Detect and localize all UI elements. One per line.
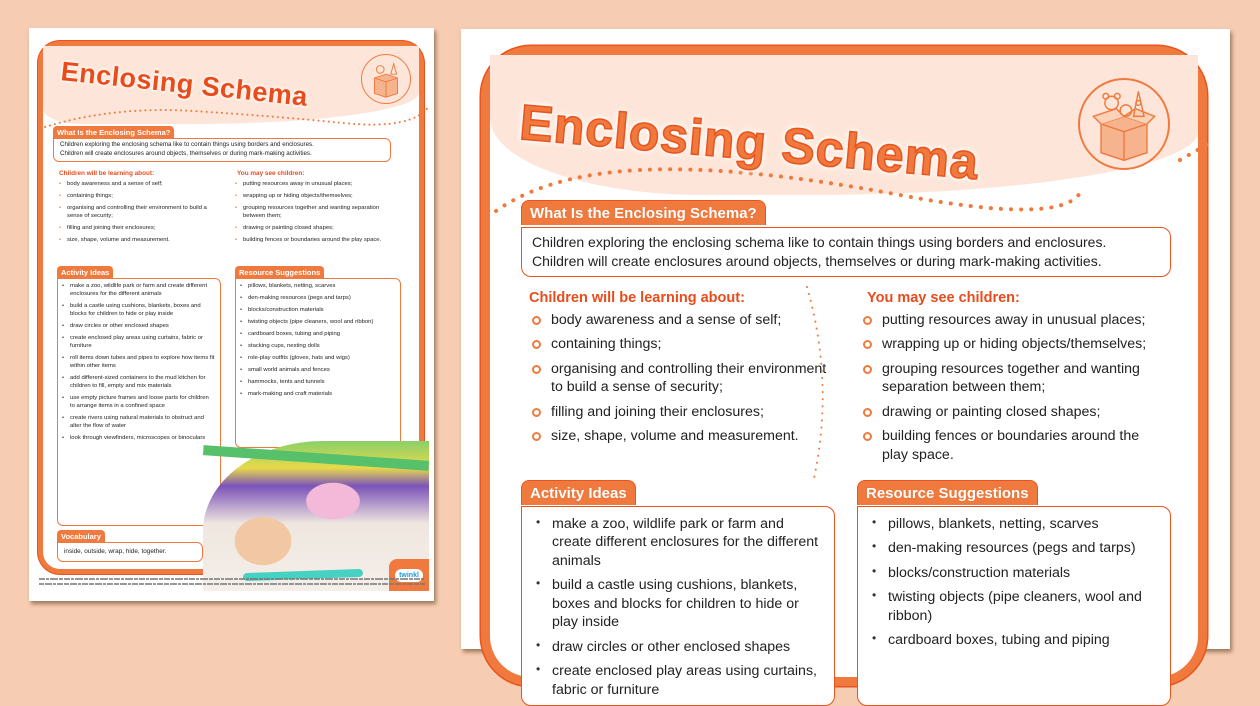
resource-item: • den-making resources (pegs and tarps) <box>866 539 1156 557</box>
learning-heading: Children will be learning about: <box>59 170 155 177</box>
resource-item: • small world animals and fences <box>238 367 396 375</box>
resource-item: • den-making resources (pegs and tarps) <box>238 295 396 303</box>
may-see-item: wrapping up or hiding objects/themselves; <box>860 335 1160 353</box>
may-see-list <box>233 181 393 249</box>
vocabulary-text: inside, outside, wrap, hide, together. <box>64 548 167 555</box>
may-see-heading: You may see children: <box>867 290 1020 306</box>
disclaimer-text <box>39 577 425 589</box>
activity-ideas-box <box>57 278 221 526</box>
learning-list <box>57 181 207 249</box>
may-see-heading: You may see children: <box>237 170 305 177</box>
resource-suggestions-list <box>238 283 396 403</box>
what-is-line-1: Children exploring the enclosing schema like to contain things using borders and enclosures. <box>532 234 1107 250</box>
resource-suggestions-box <box>857 506 1171 706</box>
what-is-heading: What Is the Enclosing Schema? <box>521 200 766 225</box>
activity-item: • make a zoo, wildlife park or farm and create different enclosures for the different animals <box>530 515 820 570</box>
learning-item: • containing things; <box>57 193 207 201</box>
activity-ideas-list <box>60 283 215 447</box>
activity-item: • look through viewfinders, microscopes or binoculars <box>60 435 215 443</box>
activity-item: • make a zoo, wildlife park or farm and create different enclosures for the different animals <box>60 283 215 299</box>
resource-item: • cardboard boxes, tubing and piping <box>238 331 396 339</box>
box-of-toys-icon <box>1078 78 1170 170</box>
learning-item: filling and joining their enclosures; <box>529 403 829 421</box>
page-frame <box>481 46 1207 698</box>
activity-ideas-heading: Activity Ideas <box>521 480 636 505</box>
learning-list <box>529 311 829 452</box>
resource-item: • cardboard boxes, tubing and piping <box>866 631 1156 649</box>
twinkl-logo-text: twinkl <box>395 569 423 582</box>
what-is-box <box>53 138 391 162</box>
may-see-item: • wrapping up or hiding objects/themselves; <box>233 193 393 201</box>
activity-item: • roll items down tubes and pipes to explore how items fit within other items <box>60 355 215 371</box>
resource-item: • twisting objects (pipe cleaners, wool and ribbon) <box>238 319 396 327</box>
learning-item: • filling and joining their enclosures; <box>57 225 207 233</box>
learning-item: organising and controlling their environment to build a sense of security; <box>529 360 829 397</box>
resource-item: • role-play outfits (gloves, hats and wigs) <box>238 355 396 363</box>
activity-item: • use empty picture frames and loose parts for children to arrange items in a confined space <box>60 395 215 411</box>
may-see-item: • building fences or boundaries around the play space. <box>233 237 393 245</box>
activity-ideas-heading: Activity Ideas <box>57 266 113 279</box>
resource-suggestions-box <box>235 278 401 448</box>
may-see-list <box>860 311 1160 470</box>
may-see-item: • drawing or painting closed shapes; <box>233 225 393 233</box>
activity-item: • draw circles or other enclosed shapes <box>530 638 820 656</box>
resource-item: • pillows, blankets, netting, scarves <box>866 515 1156 533</box>
activity-item: • draw circles or other enclosed shapes <box>60 323 215 331</box>
disclaimer-lines <box>39 577 425 587</box>
what-is-line-2: Children will create enclosures around objects, themselves or during mark-making activities. <box>532 252 1102 269</box>
may-see-item: drawing or painting closed shapes; <box>860 403 1160 421</box>
may-see-item: building fences or boundaries around the play space. <box>860 427 1160 464</box>
box-of-toys-icon <box>361 54 411 104</box>
may-see-item: • putting resources away in unusual places; <box>233 181 393 189</box>
may-see-item: putting resources away in unusual places; <box>860 311 1160 329</box>
learning-item: body awareness and a sense of self; <box>529 311 829 329</box>
learning-item: containing things; <box>529 335 829 353</box>
page-zoomed <box>461 29 1230 698</box>
may-see-item: grouping resources together and wanting separation between them; <box>860 360 1160 397</box>
learning-item: • body awareness and a sense of self; <box>57 181 207 189</box>
page-frame <box>38 41 424 579</box>
photo-tunnel-stripe <box>203 445 429 471</box>
page-title: Enclosing Schema <box>59 56 310 112</box>
child-photo <box>203 441 429 591</box>
resource-item: • twisting objects (pipe cleaners, wool and ribbon) <box>866 588 1156 625</box>
what-is-line-2: Children will create enclosures around objects, themselves or during mark-making activities. <box>60 149 312 157</box>
learning-item: size, shape, volume and measurement. <box>529 427 829 445</box>
dotted-divider <box>805 285 835 485</box>
activity-item: • create enclosed play areas using curtains, fabric or furniture <box>530 662 820 699</box>
resource-suggestions-heading: Resource Suggestions <box>857 480 1038 505</box>
resource-item: • mark-making and craft materials <box>238 391 396 399</box>
learning-heading: Children will be learning about: <box>529 290 745 306</box>
activity-item: • build a castle using cushions, blankets, boxes and blocks for children to hide or play inside <box>60 303 215 319</box>
what-is-line-1: Children exploring the enclosing schema like to contain things using borders and enclosures. <box>60 141 314 148</box>
activity-item: • build a castle using cushions, blankets, boxes and blocks for children to hide or play inside <box>530 576 820 631</box>
learning-item: • size, shape, volume and measurement. <box>57 237 207 245</box>
learning-item: • organising and controlling their environment to build a sense of security; <box>57 205 207 221</box>
resource-suggestions-heading: Resource Suggestions <box>235 266 324 279</box>
vocabulary-box <box>57 542 203 562</box>
activity-item: • create rivers using natural materials to obstruct and alter the flow of water <box>60 415 215 431</box>
what-is-box <box>521 227 1171 277</box>
resource-item: • stacking cups, nesting dolls <box>238 343 396 351</box>
resource-item: • blocks/construction materials <box>238 307 396 315</box>
resource-suggestions-list <box>866 515 1156 656</box>
what-is-heading: What Is the Enclosing Schema? <box>53 126 174 139</box>
activity-item: • create enclosed play areas using curtains, fabric or furniture <box>60 335 215 351</box>
resource-item: • pillows, blankets, netting, scarves <box>238 283 396 291</box>
activity-ideas-box <box>521 506 835 706</box>
resource-item: • blocks/construction materials <box>866 564 1156 582</box>
may-see-item: • grouping resources together and wanting separation between them; <box>233 205 393 221</box>
page-title: Enclosing Schema <box>517 94 982 191</box>
activity-item: • add different-sized containers to the mud kitchen for children to fill, empty and mix materials <box>60 375 215 391</box>
page-thumbnail <box>29 28 434 601</box>
resource-item: • hammocks, tents and tunnels <box>238 379 396 387</box>
activity-ideas-list <box>530 515 820 705</box>
vocabulary-heading: Vocabulary <box>57 530 105 543</box>
